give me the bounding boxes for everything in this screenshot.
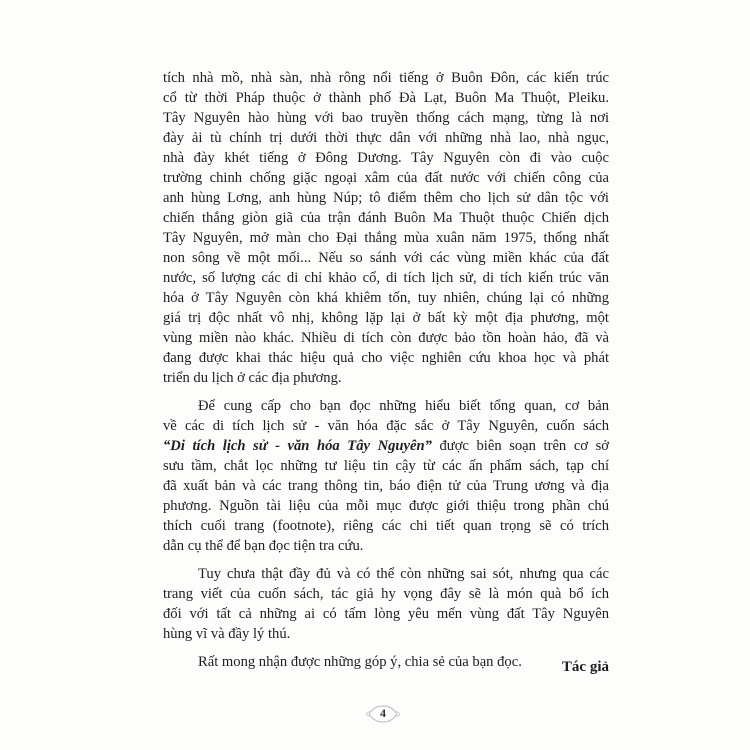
- text-line: hóa ở Tây Nguyên còn khá khiêm tốn, tuy nhiên, chúng lại có những: [163, 290, 609, 306]
- text-line: chiến thắng giòn giã của trận đánh Buôn Ma Thuột thuộc Chiến dịch: [163, 210, 609, 226]
- text-line: nhà đày khét tiếng ở Đông Dương. Tây Nguyên còn đi vào cuộc: [163, 150, 609, 166]
- text-line-with-title: [163, 436, 609, 456]
- text-line: triển du lịch ở các địa phương.: [163, 370, 342, 386]
- text-line: tích nhà mồ, nhà sàn, nhà rông nổi tiếng ở Buôn Đôn, các kiến trúc: [163, 70, 609, 86]
- book-title: “Di tích lịch sử - văn hóa Tây Nguyên”: [163, 438, 432, 454]
- text-line: vùng miền nào khác. Nhiều di tích còn được bảo tồn hoàn hảo, đã và: [163, 330, 609, 346]
- text-line: đang được khai thác hiệu quả cho việc nghiên cứu khoa học và phát: [163, 350, 609, 366]
- text-line: anh hùng Lơng, anh hùng Núp; tô điểm thêm cho lịch sử dân tộc với: [163, 190, 609, 206]
- paragraph-3: [163, 564, 609, 644]
- text-line: Để cung cấp cho bạn đọc những hiểu biết tổng quan, cơ bản: [198, 398, 609, 414]
- text-line: Tây Nguyên hào hùng với bao truyền thống cách mạng, từng là nơi: [163, 110, 609, 126]
- text-line: nước, số lượng các di chỉ khảo cổ, di tích lịch sử, di tích kiến trúc văn: [163, 270, 609, 286]
- body-text: [163, 68, 609, 672]
- text-line: hùng vĩ và đầy lý thú.: [163, 626, 291, 642]
- text-line: cổ từ thời Pháp thuộc ở thành phố Đà Lạt, Buôn Ma Thuột, Pleiku.: [163, 90, 609, 106]
- text-line: Tuy chưa thật đầy đủ và có thể còn những sai sót, nhưng qua các: [198, 566, 609, 582]
- paragraph-4: [163, 652, 609, 672]
- page-number-ornament: [365, 703, 401, 725]
- text-line: Tây Nguyên, mở màn cho Đại thắng mùa xuân năm 1975, thống nhất: [163, 230, 609, 246]
- text-line: Rất mong nhận được những góp ý, chia sẻ của bạn đọc.: [198, 654, 522, 670]
- paragraph-2: [163, 396, 609, 556]
- text-line: giá trị độc nhất vô nhị, không lặp lại ở bất kỳ một địa phương, một: [163, 310, 609, 326]
- text-line: trang viết của cuốn sách, tác giả hy vọng đây sẽ là món quà bổ ích: [163, 586, 609, 602]
- text-line: đối với tất cả những ai có tấm lòng yêu mến vùng đất Tây Nguyên: [163, 606, 609, 622]
- page-number: 4: [380, 706, 386, 720]
- text-line: non sông về một mối... Nếu so sánh với các vùng miền khác của đất: [163, 250, 609, 266]
- text-fragment: được biên soạn trên cơ sở: [431, 438, 609, 454]
- text-line: về các di tích lịch sử - văn hóa đặc sắc ở Tây Nguyên, cuốn sách: [163, 418, 609, 434]
- text-line: đã xuất bản và các trang thông tin, báo điện tử của Trung ương và địa: [163, 478, 609, 494]
- text-line: phương. Nguồn tài liệu của mỗi mục được giới thiệu trong phần chú: [163, 498, 609, 514]
- author-signature: Tác giả: [561, 659, 609, 675]
- text-line: sưu tầm, chắt lọc những tư liệu tin cậy từ các ấn phẩm sách, tạp chí: [163, 458, 609, 474]
- text-line: dẫn cụ thể để bạn đọc tiện tra cứu.: [163, 538, 364, 554]
- text-line: thích cuối trang (footnote), riêng các chi tiết quan trọng sẽ có trích: [163, 518, 609, 534]
- text-line: đày ải tù chính trị dưới thời thực dân với những nhà lao, nhà ngục,: [163, 130, 609, 146]
- paragraph-1: [163, 68, 609, 388]
- text-line: trường chinh chống giặc ngoại xâm của đất nước với chiến công của: [163, 170, 609, 186]
